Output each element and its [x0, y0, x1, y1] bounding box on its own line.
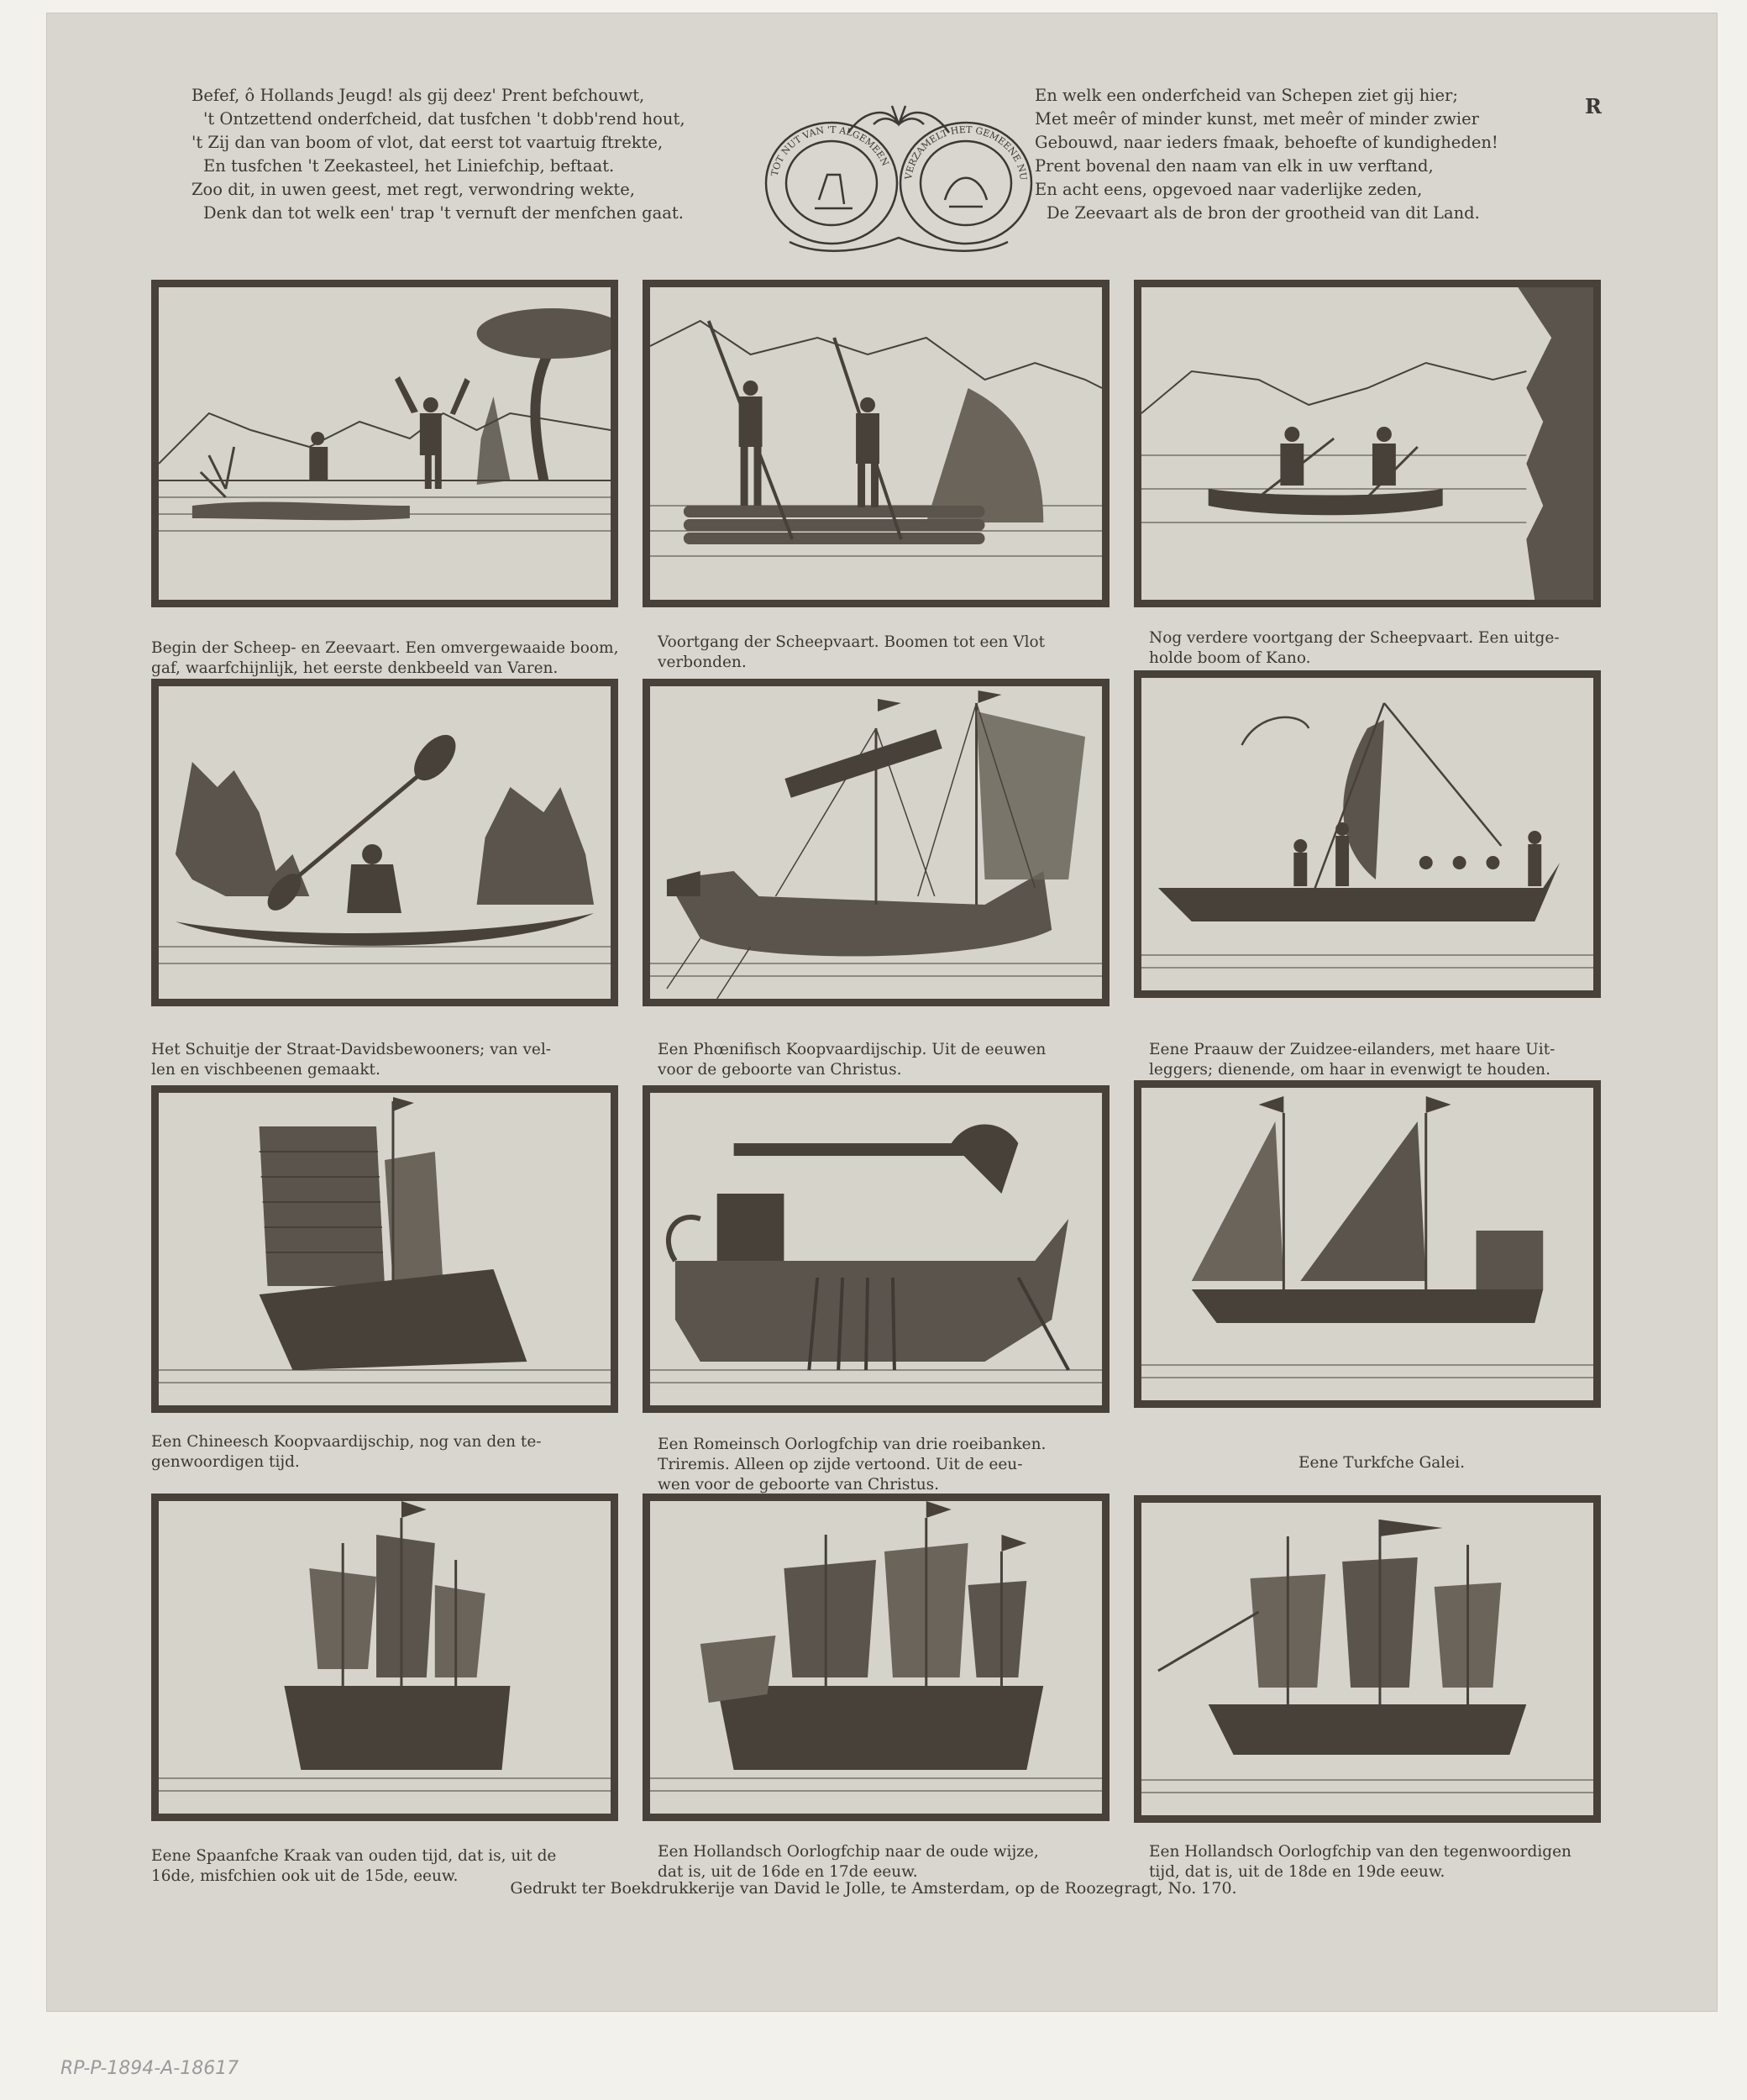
poem-line: De Zeevaart als de bron der grootheid van dit Land.	[1047, 203, 1480, 223]
caption-line: holde boom of Kano.	[1149, 649, 1311, 667]
caption-line: gaf, waarfchijnlijk, het eerste denkbeeld van Varen.	[151, 659, 559, 677]
caption-line: Voortgang der Scheepvaart. Boomen tot een Vlot	[658, 633, 1046, 651]
poem-right	[1035, 84, 1614, 225]
panel-dutch-modern-warship	[1134, 1495, 1601, 1823]
poem-line: Befef, ô Hollands Jeugd! als gij deez' Prent befchouwt,	[191, 86, 645, 105]
kayak-scene-icon	[159, 686, 611, 999]
caption-line: 16de, misfchien ook uit de 15de, eeuw.	[151, 1867, 459, 1885]
caption-line: Het Schuitje der Straat-Davidsbewooners; van vel-	[151, 1041, 552, 1058]
panel-phoenician-ship	[643, 679, 1110, 1006]
caption-3	[1149, 628, 1619, 669]
caption-line: leggers; dienende, om haar in evenwigt te houden.	[1149, 1061, 1550, 1079]
caption-line: dat is, uit de 16de en 17de eeuw.	[658, 1863, 918, 1881]
poem-line: En welk een onderfcheid van Schepen ziet gij hier;	[1035, 86, 1458, 105]
caption-line: Een Chineesch Koopvaardijschip, nog van den te-	[151, 1433, 542, 1451]
panel-fallen-tree	[151, 280, 618, 607]
turkish-galley-icon	[1141, 1088, 1593, 1400]
dutch-old-warship-icon	[650, 1501, 1102, 1814]
caption-9	[1146, 1453, 1617, 1473]
canoe-scene-icon	[1141, 287, 1593, 600]
poem-line: Denk dan tot welk een' trap 't vernuft der menfchen gaat.	[203, 203, 684, 223]
poem-line: 't Zij dan van boom of vlot, dat eerst tot vaartuig ftrekte,	[191, 133, 664, 152]
panel-roman-trireme	[643, 1085, 1110, 1413]
caption-5	[658, 1040, 1128, 1080]
poem-line: Gebouwd, naar ieders fmaak, behoefte of kundigheden!	[1035, 133, 1498, 152]
caption-8	[658, 1435, 1128, 1495]
panel-kayak	[151, 679, 618, 1006]
seal-right-text: VERZAMELT HET GEMEENE NU	[903, 123, 1030, 181]
poem-line: 't Ontzettend onderfcheid, dat tusfchen 't dobb'rend hout,	[203, 109, 685, 129]
panel-canoe	[1134, 280, 1601, 607]
spanish-carrack-icon	[159, 1501, 611, 1814]
caption-12	[1149, 1842, 1619, 1882]
poem-line: Zoo dit, in uwen geest, met regt, verwondring wekte,	[191, 180, 635, 199]
panel-spanish-carrack	[151, 1494, 618, 1821]
poem-line: En tusfchen 't Zeekasteel, het Liniefchip, beftaat.	[203, 156, 615, 176]
caption-line: verbonden.	[658, 654, 747, 671]
inventory-number: RP-P-1894-A-18617	[60, 2058, 239, 2079]
caption-line: Een Phœnifisch Koopvaardijschip. Uit de eeuwen	[658, 1041, 1047, 1058]
seal-left-text: TOT NUT VAN 'T ALGEMEEN	[769, 123, 891, 177]
caption-1	[151, 638, 622, 679]
double-medallion-seal-icon	[748, 99, 1050, 259]
caption-line: Een Hollandsch Oorlogfchip naar de oude wijze,	[658, 1843, 1039, 1861]
caption-2	[658, 633, 1128, 673]
poem-line: Met meêr of minder kunst, met meêr of minder zwier	[1035, 109, 1479, 129]
raft-scene-icon	[650, 287, 1102, 600]
svg-text:TOT NUT VAN 'T ALGEMEEN	[769, 124, 891, 177]
caption-line: voor de geboorte van Christus.	[658, 1061, 902, 1079]
chinese-junk-icon	[159, 1093, 611, 1405]
panel-turkish-galley	[1134, 1080, 1601, 1408]
panel-dutch-old-warship	[643, 1494, 1110, 1821]
panel-chinese-junk	[151, 1085, 618, 1413]
imprint: Gedrukt ter Boekdrukkerije van David le Jolle, te Amsterdam, op de Roozegragt, No. 170.	[510, 1879, 1237, 1898]
caption-4	[151, 1040, 622, 1080]
caption-line: Eene Spaanfche Kraak van ouden tijd, dat is, uit de	[151, 1847, 557, 1865]
dutch-modern-warship-icon	[1141, 1503, 1593, 1815]
caption-line: Nog verdere voortgang der Scheepvaart. Een uitge-	[1149, 629, 1560, 647]
caption-11	[658, 1842, 1128, 1882]
phoenician-ship-icon	[650, 686, 1102, 999]
caption-line: Begin der Scheep- en Zeevaart. Een omvergewaaide boom,	[151, 639, 619, 657]
caption-line: Eene Praauw der Zuidzee-eilanders, met haare Uit-	[1149, 1041, 1556, 1058]
caption-line: Een Hollandsch Oorlogfchip van den tegenwoordigen	[1149, 1843, 1571, 1861]
caption-line: Eene Turkfche Galei.	[1298, 1454, 1465, 1472]
proa-ship-icon	[1141, 678, 1593, 990]
panel-proa	[1134, 670, 1601, 998]
caption-line: Een Romeinsch Oorlogfchip van drie roeibanken.	[658, 1436, 1047, 1453]
fallen-tree-scene-icon	[159, 287, 611, 600]
caption-line: len en vischbeenen gemaakt.	[151, 1061, 380, 1079]
caption-line: Triremis. Alleen op zijde vertoond. Uit de eeu-	[658, 1456, 1023, 1473]
caption-line: genwoordigen tijd.	[151, 1453, 300, 1471]
caption-line: tijd, dat is, uit de 18de en 19de eeuw.	[1149, 1863, 1445, 1881]
corner-letter: R	[1585, 94, 1602, 118]
poem-left	[191, 84, 771, 225]
poem-line: En acht eens, opgevoed naar vaderlijke zeden,	[1035, 180, 1423, 199]
caption-line: wen voor de geboorte van Christus.	[658, 1476, 940, 1494]
panel-raft	[643, 280, 1110, 607]
poem-line: Prent bovenal den naam van elk in uw verftand,	[1035, 156, 1434, 176]
caption-6	[1149, 1040, 1619, 1080]
roman-trireme-icon	[650, 1093, 1102, 1405]
caption-7	[151, 1432, 622, 1473]
